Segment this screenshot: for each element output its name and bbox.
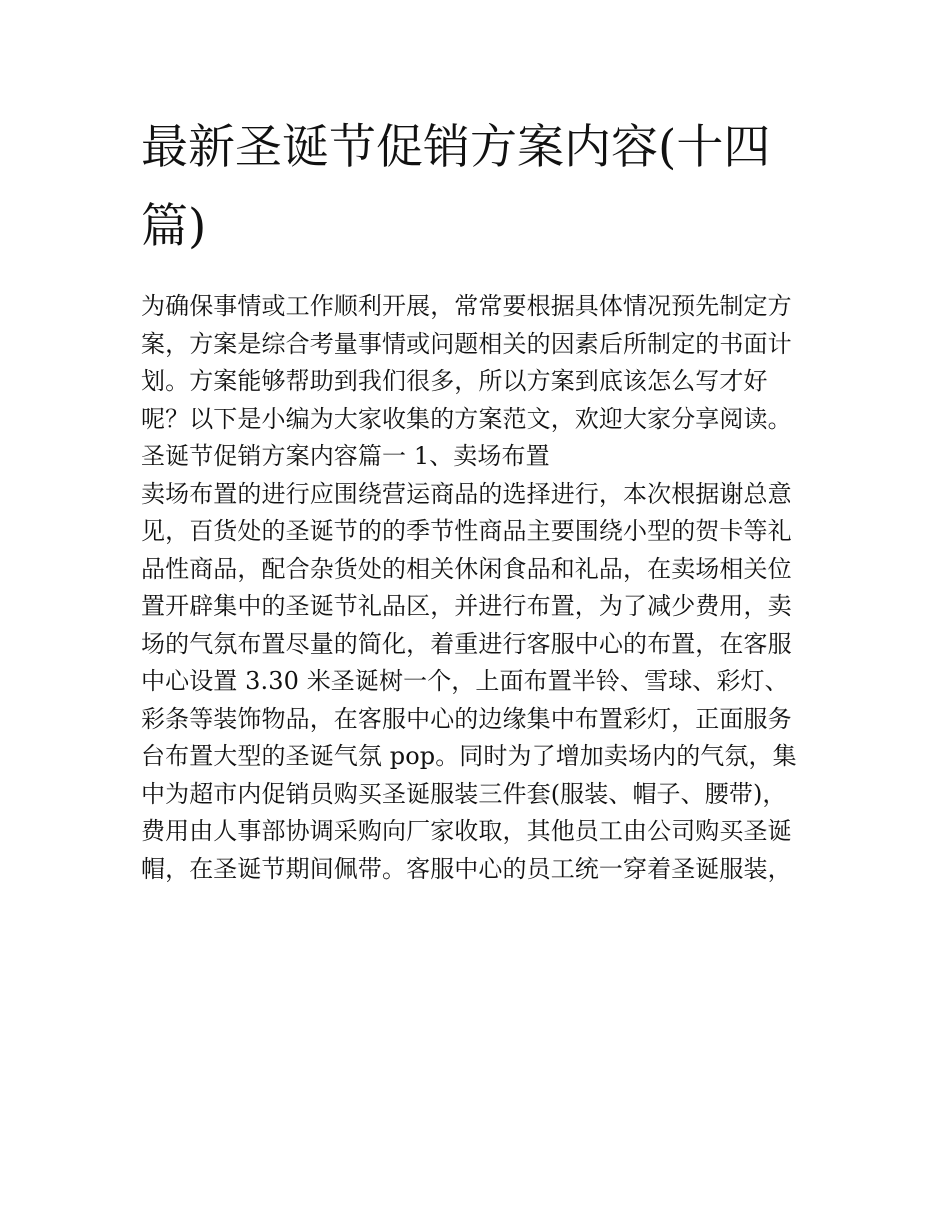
body-line: 中心设置 3.30 米圣诞树一个，上面布置半铃、雪球、彩灯、 [141, 667, 789, 695]
body-line: 中为超市内促销员购买圣诞服装三件套(服装、帽子、腰带)， [141, 779, 787, 808]
section-heading-line: 圣诞节促销方案内容篇一 1、卖场布置 [141, 442, 550, 470]
document-page [141, 108, 821, 888]
body-line: 彩条等装饰物品，在客服中心的边缘集中布置彩灯，正面服务 [141, 704, 792, 733]
body-line: 帽，在圣诞节期间佩带。客服中心的员工统一穿着圣诞服装， [141, 854, 792, 883]
body-line: 案，方案是综合考量事情或问题相关的因素后所制定的书面计 [141, 329, 792, 358]
body-line: 呢？以下是小编为大家收集的方案范文，欢迎大家分享阅读。 [141, 404, 792, 433]
body-line: 场的气氛布置尽量的简化，着重进行客服中心的布置，在客服 [141, 629, 792, 658]
document-title: 最新圣诞节促销方案内容(十四篇) [141, 120, 771, 254]
body-line: 见，百货处的圣诞节的的季节性商品主要围绕小型的贺卡等礼 [141, 517, 792, 545]
body-line: 置开辟集中的圣诞节礼品区，并进行布置，为了减少费用，卖 [141, 592, 792, 620]
body-line: 为确保事情或工作顺利开展，常常要根据具体情况预先制定方 [141, 292, 792, 320]
body-line: 卖场布置的进行应围绕营运商品的选择进行，本次根据谢总意 [141, 479, 792, 508]
body-line: 品性商品，配合杂货处的相关休闲食品和礼品，在卖场相关位 [141, 554, 792, 583]
document-body [141, 288, 821, 888]
body-line: 费用由人事部协调采购向厂家收取，其他员工由公司购买圣诞 [141, 817, 792, 845]
body-line: 划。方案能够帮助到我们很多，所以方案到底该怎么写才好 [141, 367, 768, 395]
body-line: 台布置大型的圣诞气氛 pop。同时为了增加卖场内的气氛，集 [141, 742, 797, 770]
